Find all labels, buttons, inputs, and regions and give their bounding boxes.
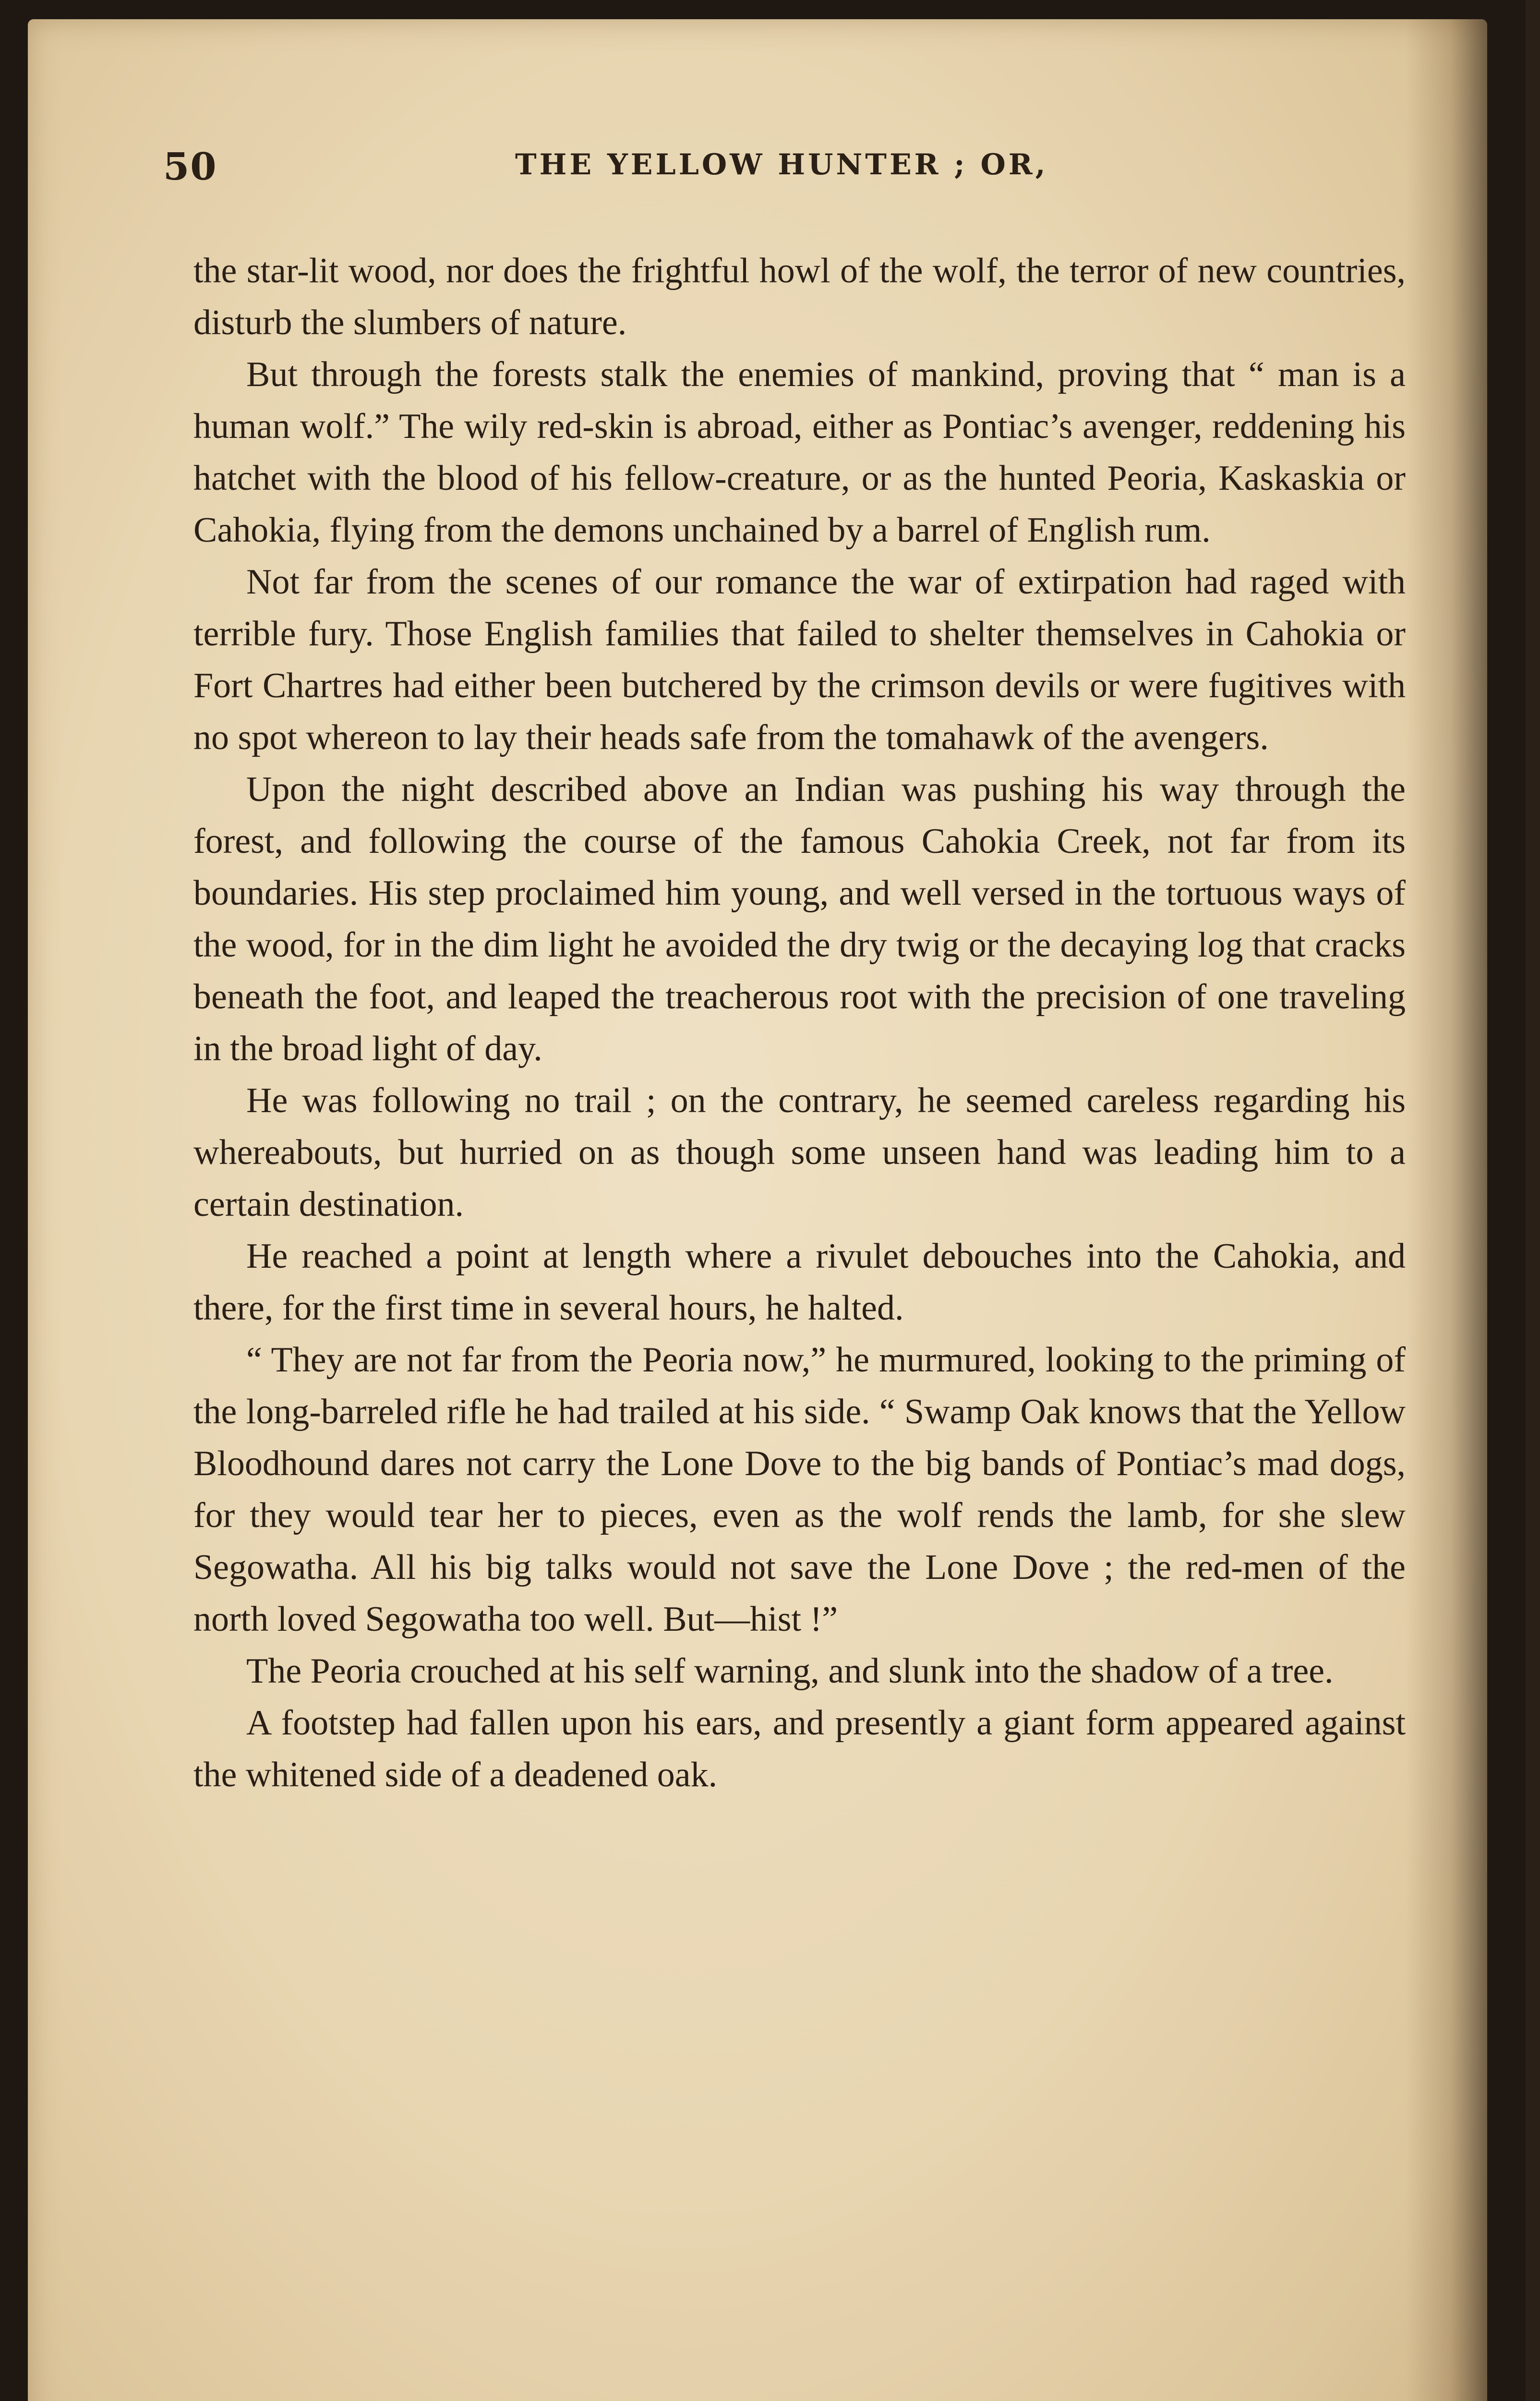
paragraph: A footstep had fallen upon his ears, and presently a giant form appeared against the whitened side of a deadened oak. [193, 1703, 1406, 1795]
body-text [193, 245, 1406, 2387]
paragraph: the star-lit wood, nor does the frightful howl of the wolf, the terror of new countries, disturb the slumbers of nature. [193, 251, 1406, 342]
page-gutter-shadow [1406, 19, 1487, 2401]
paragraph: He reached a point at length where a rivulet debouches into the Cahokia, and there, for the first time in several hours, he halted. [193, 1237, 1406, 1328]
paragraph: The Peoria crouched at his self warning, and slunk into the shadow of a tree. [246, 1651, 1334, 1691]
paragraph: Upon the night described above an Indian was pushing his way through the forest, and following the course of the famous Cahokia Creek, not far from its boundaries. His step proclaimed him young, and well versed in the tortuous ways of the wood, for in the dim light he avoided the dry twig or the decaying log that cracks beneath the foot, and leaped the treacherous root with the precision of one traveling in the broad light of day. [193, 770, 1406, 1068]
adjacent-page-edge [1526, 0, 1540, 2401]
book-page [28, 19, 1487, 2401]
paragraph: “ They are not far from the Peoria now,” he murmured, looking to the priming of the long-barreled rifle he had trailed at his side. “ Swamp Oak knows that the Yellow Bloodhound dares not carry the Lone Dove to the big bands of Pontiac’s mad dogs, for they would tear her to pieces, even as the wolf rends the lamb, for she slew Segowatha. All his big talks would not save the Lone Dove ; the red-men of the north loved Segowatha too well. But—hist !” [193, 1340, 1406, 1639]
page-number: 50 [163, 145, 217, 189]
paragraph: Not far from the scenes of our romance the war of extirpation had raged with terrible fury. Those English families that failed to shelter themselves in Cahokia or Fort Chartres had either been butchered by the crimson devils or were fugitives with no spot whereon to lay their heads safe from the tomahawk of the avengers. [193, 562, 1406, 757]
running-head: THE YELLOW HUNTER ; OR, [515, 148, 1048, 182]
paragraph: But through the forests stalk the enemies of mankind, proving that “ man is a human wolf.” The wily red-skin is abroad, either as Pontiac’s avenger, reddening his hatchet with the blood of his fellow-creature, or as the hunted Peoria, Kaskaskia or Cahokia, flying from the demons unchained by a barrel of English rum. [193, 355, 1406, 550]
paragraph: He was following no trail ; on the contrary, he seemed careless regarding his whereabouts, but hurried on as though some unseen hand was leading him to a certain destination. [193, 1081, 1406, 1224]
page-header [28, 145, 1487, 193]
